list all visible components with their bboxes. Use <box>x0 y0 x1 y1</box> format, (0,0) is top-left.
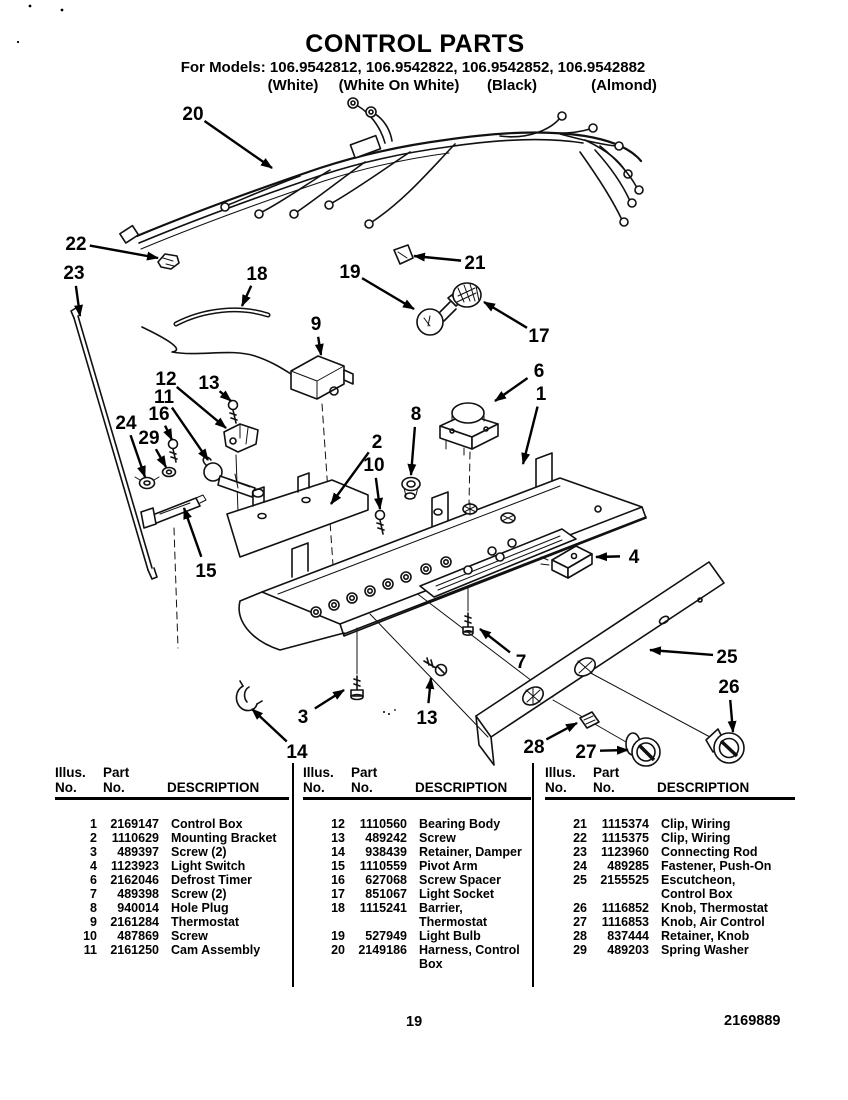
description-cell: Mounting Bracket <box>171 830 277 845</box>
defrost-timer-drawing <box>440 403 498 455</box>
hole-plug-drawing <box>402 478 420 500</box>
table-row <box>55 901 295 915</box>
description-header: DESCRIPTION <box>415 780 508 795</box>
header-rule <box>303 797 531 800</box>
callout-leader-1 <box>523 407 538 464</box>
callout-leader-26 <box>730 700 733 732</box>
illus-no-cell: 1 <box>90 816 97 831</box>
part-header: Part <box>593 765 620 780</box>
damper-tube-drawing <box>176 310 268 324</box>
part-no-cell: 1123960 <box>601 844 649 859</box>
callout-number-8: 8 <box>410 404 422 425</box>
part-no-cell: 2169147 <box>110 816 159 831</box>
table-row <box>55 873 295 887</box>
illus-header: Illus. <box>545 765 576 780</box>
callout-leader-18 <box>242 286 251 306</box>
callout-number-4: 4 <box>628 547 640 568</box>
finish-almond: (Almond) <box>591 77 657 94</box>
illus-no-cell: 4 <box>90 858 97 873</box>
part-no-cell: 1116852 <box>601 900 649 915</box>
table-row <box>303 845 543 859</box>
illus-no-cell: 20 <box>331 942 345 957</box>
capillary-tube-drawing <box>142 327 291 374</box>
part-no-cell: 489397 <box>117 844 159 859</box>
description-cell: Screw Spacer <box>419 872 501 887</box>
callout-number-25: 25 <box>716 647 738 668</box>
push-on-fastener-drawing <box>135 477 159 489</box>
part-no-cell: 1110629 <box>111 830 159 845</box>
callout-number-29: 29 <box>138 428 160 449</box>
spring-washer-drawing <box>163 468 176 477</box>
callout-number-17: 17 <box>528 326 550 347</box>
callout-number-15: 15 <box>195 561 217 582</box>
callout-number-6: 6 <box>533 361 545 382</box>
table-row <box>303 859 543 873</box>
illus-no-cell: 7 <box>90 886 97 901</box>
page-number: 19 <box>406 1014 423 1030</box>
models-line: For Models: 106.9542812, 106.9542822, 106.9542852, 106.9542882 <box>180 59 646 76</box>
callout-leader-8 <box>411 427 415 475</box>
callout-number-14: 14 <box>286 742 308 763</box>
finish-white: (White) <box>267 77 319 94</box>
description-cell: Clip, Wiring <box>661 816 731 831</box>
illus-no-cell: 23 <box>573 844 587 859</box>
part-no-header: No. <box>593 780 615 795</box>
callout-leader-21 <box>414 256 461 261</box>
part-header: Part <box>103 765 130 780</box>
part-no-cell: 1110559 <box>359 858 407 873</box>
callout-number-16: 16 <box>148 404 170 425</box>
description-cell: Screw (2) <box>171 844 227 859</box>
table-3-header <box>545 765 785 800</box>
illus-no-cell: 22 <box>573 830 587 845</box>
part-no-cell: 1115374 <box>601 816 649 831</box>
screw-spacer-drawing <box>169 440 178 463</box>
illus-no-cell: 18 <box>331 900 345 915</box>
callout-number-20: 20 <box>182 104 204 125</box>
callout-leader-11 <box>172 408 208 460</box>
page-title: CONTROL PARTS <box>305 30 525 58</box>
table-row <box>303 901 543 929</box>
table-row <box>545 817 785 831</box>
illus-no-cell: 12 <box>331 816 345 831</box>
callout-leader-3 <box>315 690 344 709</box>
part-no-cell: 627068 <box>365 872 407 887</box>
description-cell: Retainer, Knob <box>661 928 750 943</box>
screw-3-drawing <box>351 676 363 700</box>
callout-leader-27 <box>600 750 628 751</box>
callout-number-9: 9 <box>310 314 322 335</box>
table-row <box>55 915 295 929</box>
illus-no-cell: 10 <box>83 928 97 943</box>
description-cell: Light Switch <box>171 858 246 873</box>
table-row <box>545 845 785 859</box>
illus-header: Illus. <box>55 765 86 780</box>
callout-number-7: 7 <box>515 652 527 673</box>
description-cell: Defrost Timer <box>171 872 253 887</box>
document-number: 2169889 <box>724 1013 781 1029</box>
description-cell: Spring Washer <box>661 942 749 957</box>
table-row <box>545 873 785 901</box>
part-no-cell: 487869 <box>117 928 159 943</box>
part-no-cell: 527949 <box>365 928 407 943</box>
table-row <box>545 901 785 915</box>
part-no-cell: 1115241 <box>359 900 407 915</box>
description-cell: Light Bulb <box>419 928 481 943</box>
illus-no-cell: 19 <box>331 928 345 943</box>
callout-number-27: 27 <box>575 742 597 763</box>
pivot-arm-drawing <box>141 495 206 528</box>
callout-number-13: 13 <box>198 373 220 394</box>
part-no-cell: 489242 <box>365 830 407 845</box>
callout-number-26: 26 <box>718 677 740 698</box>
part-no-cell: 489203 <box>607 942 649 957</box>
illus-no-cell: 24 <box>573 858 587 873</box>
illus-no-cell: 8 <box>90 900 97 915</box>
wiring-clip-21-drawing <box>394 245 413 264</box>
description-cell: Screw <box>419 830 456 845</box>
callout-number-19: 19 <box>339 262 361 283</box>
callout-number-24: 24 <box>115 413 137 434</box>
description-cell: Harness, Control Box <box>419 942 520 971</box>
description-cell: Retainer, Damper <box>419 844 522 859</box>
callout-number-11: 11 <box>153 387 175 408</box>
callout-number-21: 21 <box>464 253 486 274</box>
part-no-cell: 1123923 <box>111 858 159 873</box>
description-cell: Cam Assembly <box>171 942 261 957</box>
illus-no-cell: 11 <box>83 942 97 957</box>
callout-leader-7 <box>480 629 510 652</box>
description-cell: Knob, Air Control <box>661 914 765 929</box>
table-row <box>55 859 295 873</box>
table-1-rows <box>55 817 295 957</box>
callout-number-18: 18 <box>246 264 268 285</box>
description-cell: Light Socket <box>419 886 495 901</box>
illus-no-cell: 13 <box>331 830 345 845</box>
part-no-header: No. <box>351 780 373 795</box>
part-no-cell: 938439 <box>365 844 407 859</box>
description-cell: Bearing Body <box>419 816 501 831</box>
parts-table-3 <box>545 765 785 957</box>
illus-no-cell: 21 <box>573 816 587 831</box>
callout-leader-13 <box>428 678 431 703</box>
table-1-header <box>55 765 295 800</box>
callout-leader-9 <box>318 337 321 355</box>
part-no-cell: 1115375 <box>601 830 649 845</box>
description-cell: Clip, Wiring <box>661 830 731 845</box>
illus-no-cell: 26 <box>573 900 587 915</box>
part-no-cell: 489398 <box>117 886 159 901</box>
table-row <box>55 817 295 831</box>
callout-number-13: 13 <box>416 708 438 729</box>
description-cell: Thermostat <box>171 914 240 929</box>
screw-7-drawing <box>463 613 473 635</box>
illus-header: Illus. <box>303 765 334 780</box>
table-row <box>545 859 785 873</box>
table-row <box>545 831 785 845</box>
callout-leader-23 <box>76 286 80 316</box>
part-no-cell: 940014 <box>117 900 159 915</box>
part-no-cell: 2161250 <box>110 942 159 957</box>
header-rule <box>55 797 289 800</box>
table-row <box>545 943 785 957</box>
description-cell: Hole Plug <box>171 900 229 915</box>
table-2-header <box>303 765 543 800</box>
description-cell: Barrier, Thermostat <box>419 900 488 929</box>
callout-leader-28 <box>546 723 577 739</box>
callout-leader-13 <box>220 391 231 401</box>
illus-no-cell: 2 <box>90 830 97 845</box>
finish-white-on-white: (White On White) <box>338 77 460 94</box>
description-cell: Screw <box>171 928 208 943</box>
knob-retainer-28-drawing <box>580 712 599 728</box>
screw-13-lower-drawing <box>424 658 447 676</box>
callout-number-28: 28 <box>523 737 545 758</box>
thermostat-knob-drawing <box>706 729 744 763</box>
bearing-body-drawing <box>224 424 258 452</box>
description-cell: Escutcheon, Control Box <box>661 872 736 901</box>
description-cell: Screw (2) <box>171 886 227 901</box>
part-no-header: No. <box>103 780 125 795</box>
callout-number-22: 22 <box>65 234 87 255</box>
parts-table-2 <box>303 765 543 971</box>
table-row <box>545 929 785 943</box>
illus-no-cell: 6 <box>90 872 97 887</box>
part-no-cell: 851067 <box>365 886 407 901</box>
wiring-clip-22-drawing <box>158 254 179 269</box>
illus-no-cell: 25 <box>573 872 587 887</box>
screw-10-drawing <box>376 511 385 535</box>
illus-no-cell: 14 <box>331 844 345 859</box>
callout-layer <box>63 104 739 763</box>
illus-no-cell: 27 <box>573 914 587 929</box>
description-cell: Knob, Thermostat <box>661 900 768 915</box>
part-no-cell: 2149186 <box>358 942 407 957</box>
callout-number-10: 10 <box>363 455 385 476</box>
table-divider-2 <box>532 763 534 987</box>
header-rule <box>545 797 795 800</box>
part-no-cell: 2162046 <box>110 872 159 887</box>
escutcheon-drawing <box>476 562 724 765</box>
illus-no-cell: 15 <box>331 858 345 873</box>
table-row <box>303 929 543 943</box>
illus-no-header: No. <box>55 780 77 795</box>
table-row <box>303 943 543 971</box>
callout-number-3: 3 <box>297 707 309 728</box>
description-cell: Control Box <box>171 816 243 831</box>
description-cell: Pivot Arm <box>419 858 478 873</box>
table-row <box>55 929 295 943</box>
table-row <box>303 887 543 901</box>
illus-no-header: No. <box>545 780 567 795</box>
description-header: DESCRIPTION <box>657 780 750 795</box>
thermostat-drawing <box>291 356 353 399</box>
table-row <box>303 873 543 887</box>
retainer-clip-14-drawing <box>236 681 262 711</box>
part-no-cell: 2155525 <box>600 872 649 887</box>
callout-leader-15 <box>184 508 201 557</box>
parts-table-1 <box>55 765 295 957</box>
callout-leader-20 <box>204 121 272 168</box>
part-no-cell: 2161284 <box>110 914 159 929</box>
callout-leader-6 <box>495 378 528 401</box>
description-cell: Fastener, Push-On <box>661 858 772 873</box>
callout-leader-19 <box>362 278 414 309</box>
description-header: DESCRIPTION <box>167 780 260 795</box>
table-row <box>55 887 295 901</box>
table-row <box>55 831 295 845</box>
part-no-cell: 1116853 <box>601 914 649 929</box>
light-socket-drawing <box>453 283 481 307</box>
table-divider-1 <box>292 763 294 987</box>
callout-number-2: 2 <box>371 432 383 453</box>
screw-13-upper-drawing <box>229 401 238 424</box>
callout-leader-29 <box>156 449 166 467</box>
callout-leader-4 <box>596 556 620 557</box>
illus-no-header: No. <box>303 780 325 795</box>
illus-no-cell: 28 <box>573 928 587 943</box>
part-no-cell: 489285 <box>607 858 649 873</box>
callout-leader-14 <box>252 709 287 741</box>
table-row <box>55 943 295 957</box>
part-no-cell: 1110560 <box>359 816 407 831</box>
air-control-knob-drawing <box>626 733 660 766</box>
illus-no-cell: 16 <box>331 872 345 887</box>
callout-leader-25 <box>650 650 713 655</box>
callout-leader-22 <box>90 246 158 258</box>
table-row <box>303 831 543 845</box>
callout-leader-17 <box>484 302 527 328</box>
finish-black: (Black) <box>486 77 538 94</box>
callout-number-1: 1 <box>535 384 547 405</box>
table-row <box>55 845 295 859</box>
callout-leader-10 <box>376 478 380 509</box>
callout-number-12: 12 <box>155 369 177 390</box>
part-header: Part <box>351 765 378 780</box>
illus-no-cell: 3 <box>90 844 97 859</box>
illus-no-cell: 9 <box>90 914 97 929</box>
table-row <box>303 817 543 831</box>
table-3-rows <box>545 817 785 957</box>
table-row <box>545 915 785 929</box>
description-cell: Connecting Rod <box>661 844 758 859</box>
callout-number-23: 23 <box>63 263 85 284</box>
part-no-cell: 837444 <box>607 928 649 943</box>
illus-no-cell: 29 <box>573 942 587 957</box>
callout-leader-16 <box>165 426 172 440</box>
table-2-rows <box>303 817 543 971</box>
illus-no-cell: 17 <box>331 886 345 901</box>
